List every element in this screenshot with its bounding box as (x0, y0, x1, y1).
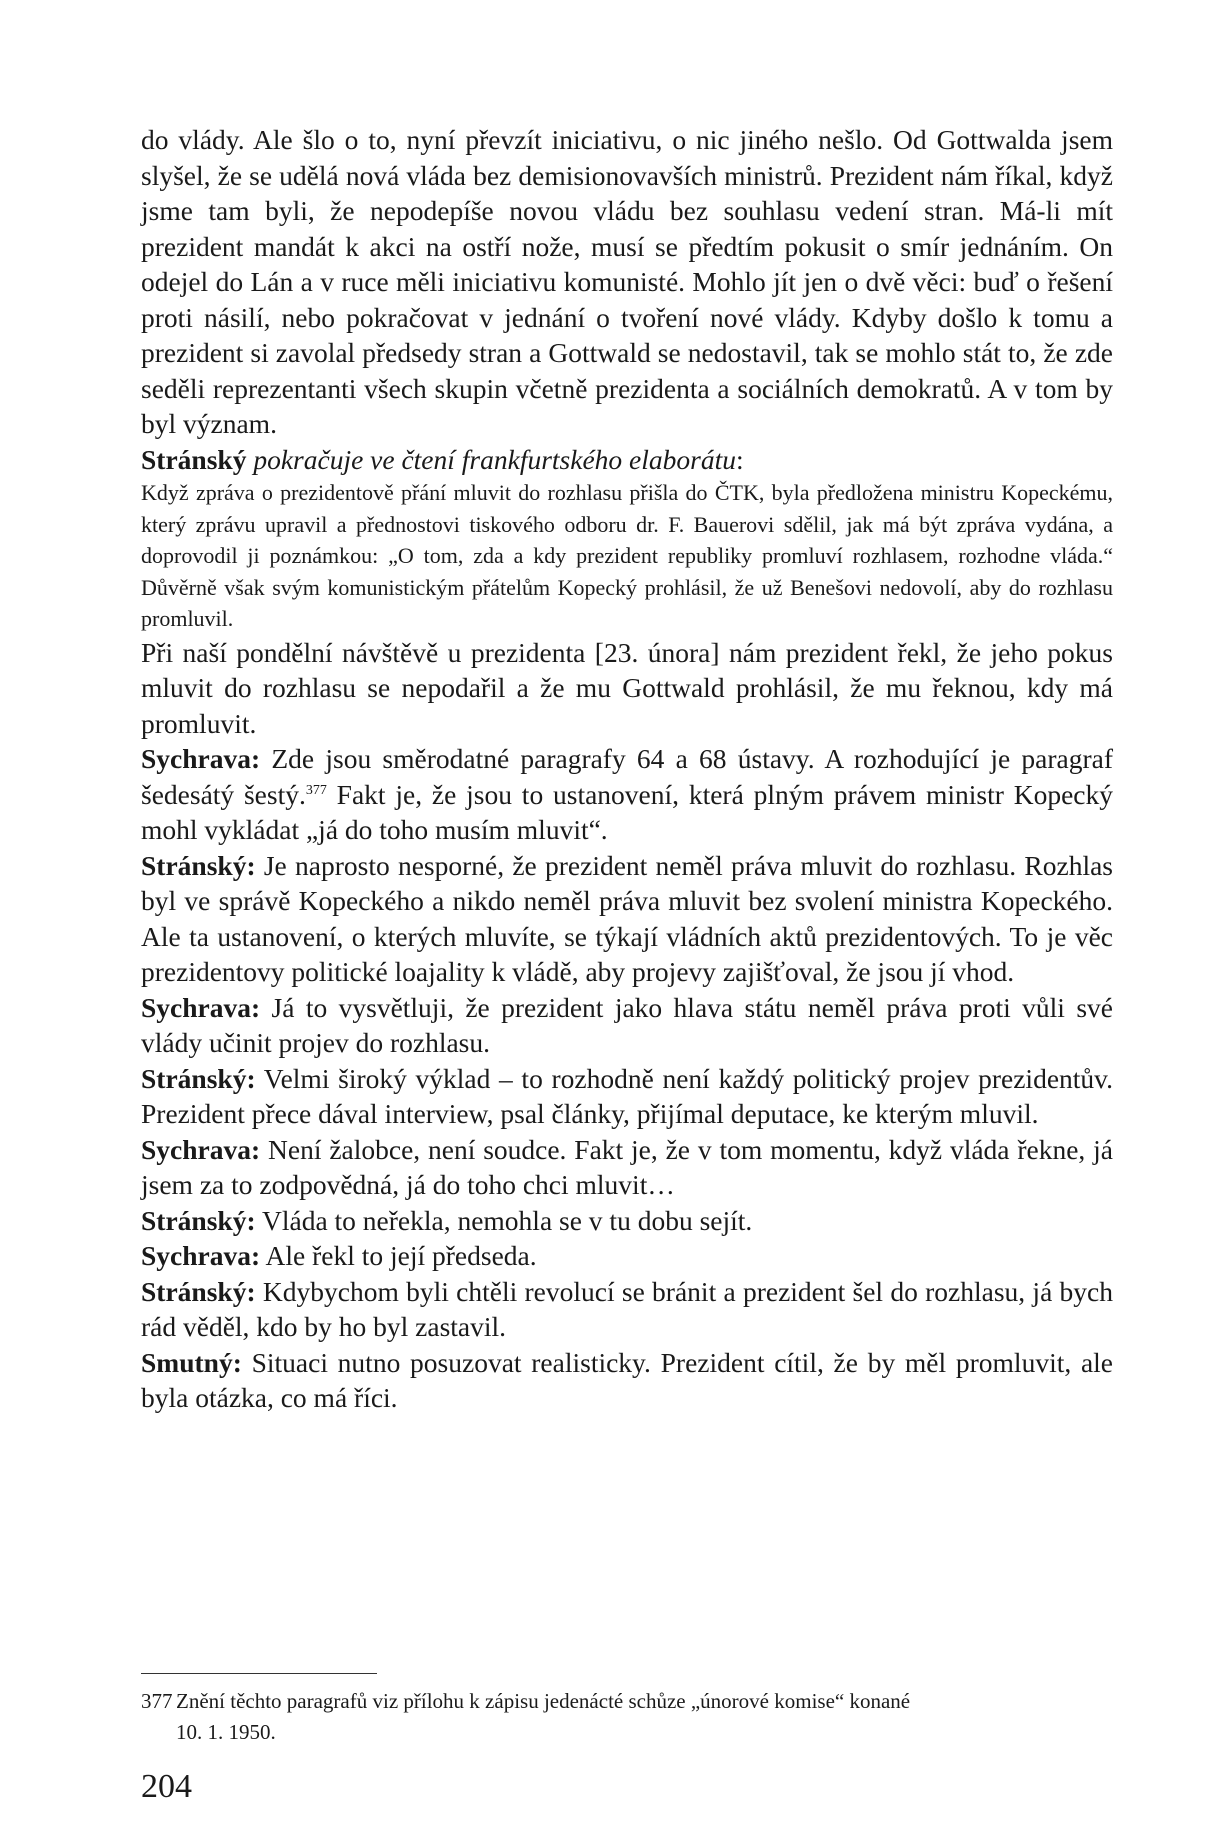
speaker-label: Stránský (141, 443, 247, 475)
dialogue-line (141, 1238, 1113, 1274)
speaker-label: Stránský: (141, 1062, 256, 1094)
dialogue-text: Situaci nutno posuzovat realisticky. Prezident cítil, že by měl promluvit, ale byla otázka, co má říci. (141, 1346, 1113, 1413)
page-body (141, 122, 1113, 1416)
dialogue-text: Není žalobce, není soudce. Fakt je, že v tom momentu, když vláda řekne, já jsem za to zodpovědná, já do toho chci mluvit… (141, 1133, 1113, 1200)
footnote-text: Znění těchto paragrafů viz přílohu k zápisu jedenácté schůze „únorové komise“ konané (176, 1689, 911, 1713)
page-number: 204 (141, 1768, 192, 1805)
reading-note-italic: pokračuje ve čtení frankfurtského elaborátu (253, 443, 736, 475)
dialogue-text: Velmi široký výklad – to rozhodně není každý politický projev prezidentův. Prezident přece dával interview, psal články, přijímal deputace, ke kterým mluvil. (141, 1062, 1113, 1129)
footnote-continuation: 10. 1. 1950. (176, 1720, 276, 1744)
dialogue-line (141, 1345, 1113, 1416)
paragraph-after-quote: Při naší pondělní návštěvě u prezidenta [23. února] nám prezident řekl, že jeho pokus mluvit do rozhlasu se nepodařil a že mu Gottwald prohlásil, že mu řeknou, kdy má promluvit. (141, 636, 1113, 739)
dialogue-line (141, 990, 1113, 1061)
speaker-label: Sychrava: (141, 991, 261, 1023)
speaker-label: Stránský: (141, 1204, 256, 1236)
speaker-label: Stránský: (141, 1275, 256, 1307)
speaker-label: Stránský: (141, 849, 256, 881)
dialogue-line (141, 1132, 1113, 1203)
speaker-label: Sychrava: (141, 743, 261, 774)
dialogue-text: Vláda to neřekla, nemohla se v tu dobu sejít. (255, 1204, 753, 1236)
dialogue-line (141, 1203, 1113, 1239)
dialogue-text: Zde jsou směrodatné paragrafy 64 a 68 ústavy. A rozhodující je paragraf šedesátý šestý. (141, 743, 1113, 810)
dialogue-text: Ale řekl to její předseda. (260, 1240, 537, 1271)
dialogue-text: Kdybychom byli chtěli revolucí se bránit a prezident šel do rozhlasu, já bych rád věděl, kdo by ho byl zastavil. (141, 1275, 1113, 1342)
speaker-label: Sychrava: (141, 1133, 261, 1165)
stransky-reading-note (141, 442, 1113, 478)
dialogue-text: Je naprosto nesporné, že prezident neměl práva mluvit do rozhlasu. Rozhlas byl ve správě Kopeckého a nikdo neměl práva mluvit bez svolení ministra Kopeckého. Ale ta ustanovení, o kterých mluvíte, se týkají vládních aktů prezidentových. To je věc prezidentovy politické loajality k vládě, aby projevy zajišťoval, že jsou jí vhod. (141, 849, 1113, 987)
paragraph-opening: do vlády. Ale šlo o to, nyní převzít iniciativu, o nic jiného nešlo. Od Gottwalda jsem slyšel, že se udělá nová vláda bez demisionovavších ministrů. Prezident nám říkal, když jsme tam byli, že nepodepíše novou vládu bez souhlasu vedení stran. Má-li mít prezident mandát k akci na ostří nože, musí se předtím pokusit o smír jednáním. On odejel do Lán a v ruce měli iniciativu komunisté. Mohlo jít jen o dvě věci: buď o řešení proti násilí, nebo pokračovat v jednání o tvoření nové vlády. Kdyby došlo k tomu a prezident si zavolal předsedy stran a Gottwald se nedostavil, tak se mohlo stát to, že zde seděli reprezentanti všech skupin včetně prezidenta a sociálních demokratů. A v tom by byl význam. (141, 124, 1113, 439)
footnote-reference[interactable]: 377 (305, 782, 327, 798)
dialogue-line (141, 1061, 1113, 1132)
footnote-divider (141, 1673, 377, 1674)
dialogue-text: Fakt je, že jsou to ustanovení, která plným právem ministr Kopecký mohl vykládat „já do toho musím mluvit“. (141, 778, 1113, 845)
reading-note-colon: : (735, 443, 744, 475)
footnote (141, 1686, 1113, 1748)
footnote-number: 377 (141, 1689, 173, 1713)
dialogue-line (141, 1274, 1113, 1345)
dialogue-line (141, 848, 1113, 990)
speaker-label: Smutný: (141, 1346, 242, 1378)
block-quote: Když zpráva o prezidentově přání mluvit do rozhlasu přišla do ČTK, byla předložena ministru Kopeckému, který zprávu upravil a přednostovi tiskového odboru dr. F. Bauerovi sdělil, jak má být zpráva vydána, a doprovodil ji poznámkou: „O tom, zda a kdy prezident republiky promluví rozhlasem, rozhodne vláda.“ Důvěrně však svým komunistickým přátelům Kopecký prohlásil, že už Benešovi nedovolí, aby do rozhlasu promluvil. (141, 480, 1113, 631)
dialogue-line (141, 741, 1113, 848)
speaker-label: Sychrava: (141, 1240, 261, 1271)
dialogue-text: Já to vysvětluji, že prezident jako hlava státu neměl práva proti vůli své vlády učinit projev do rozhlasu. (141, 991, 1113, 1058)
